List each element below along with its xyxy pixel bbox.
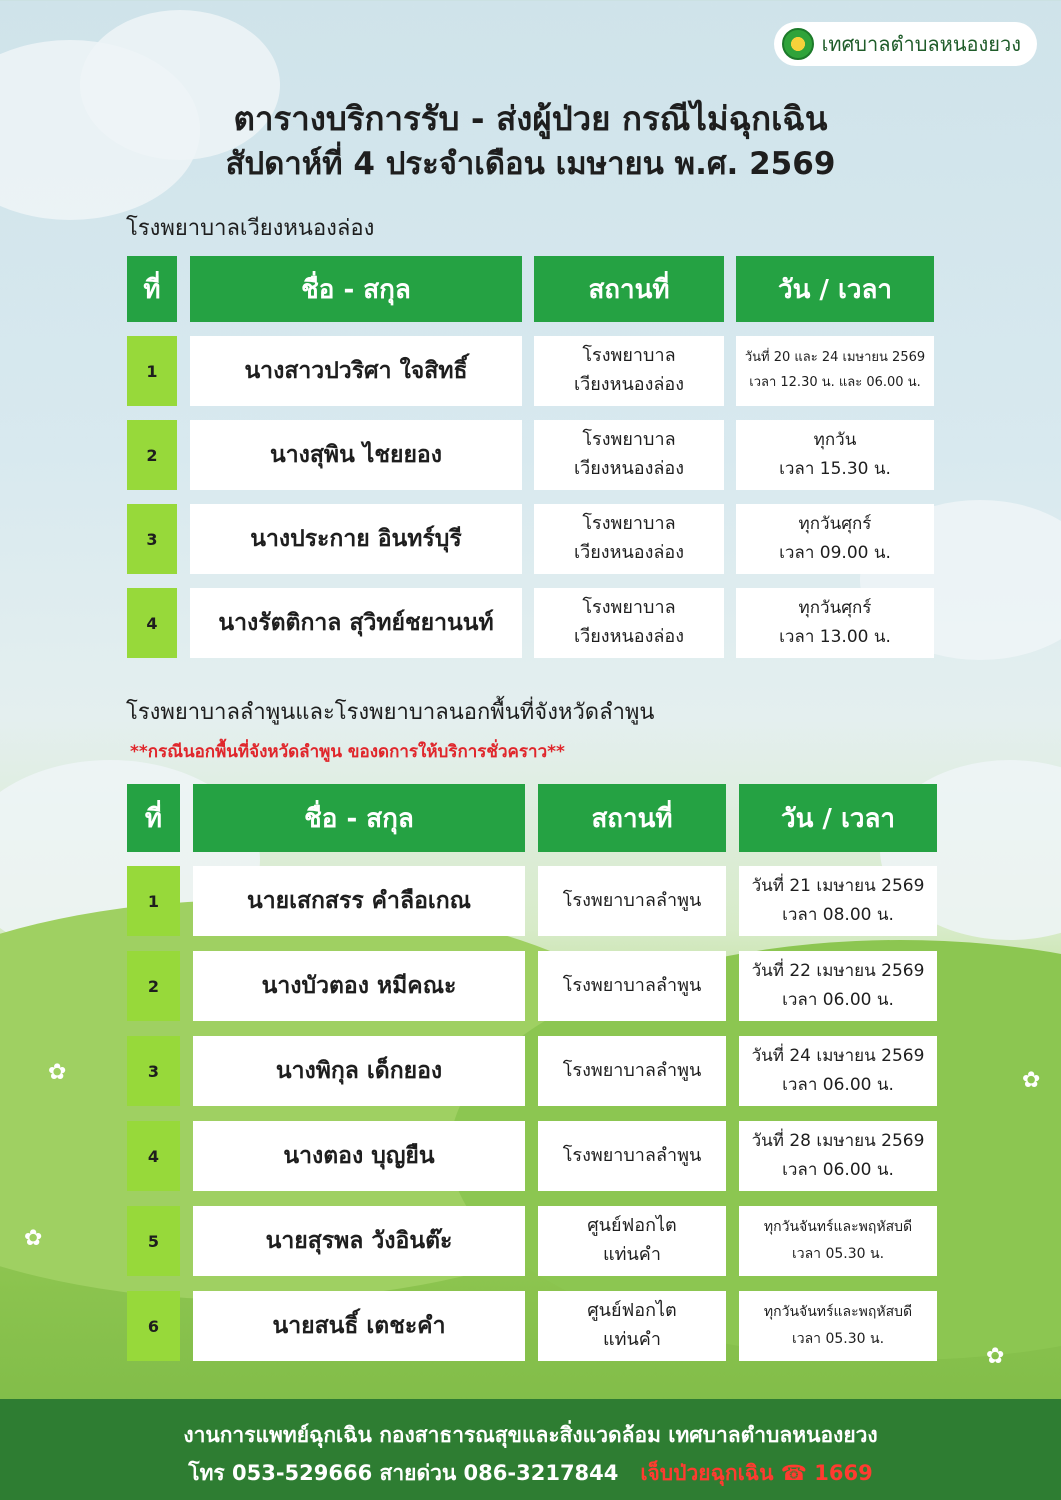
location-line2: เวียงหนองล่อง [574, 626, 684, 647]
patient-name: นางประกาย อินทร์บุรี [190, 504, 522, 574]
location-line2: แท่นคำ [603, 1329, 661, 1350]
schedule [736, 588, 934, 658]
schedule [739, 1121, 937, 1191]
schedule-line2: เวลา 05.30 น. [791, 1331, 885, 1347]
schedule [739, 1206, 937, 1276]
location-line1: ศูนย์ฟอกไต [587, 1300, 677, 1322]
footer [0, 1399, 1061, 1500]
schedule-line2: เวลา 06.00 น. [782, 1160, 894, 1180]
service-notice: **กรณีนอกพื้นที่จังหวัดลำพูน ของดการให้บริการชั่วคราว** [130, 742, 565, 762]
patient-name: นายสุรพล วังอินต๊ะ [193, 1206, 525, 1276]
schedule-line2: เวลา 05.30 น. [791, 1246, 885, 1262]
flower-decoration: ✿ [986, 1344, 1005, 1369]
row-number: 1 [127, 336, 177, 406]
header-name: ชื่อ - สกุล [193, 784, 525, 852]
schedule-line2: เวลา 06.00 น. [782, 1075, 894, 1095]
schedule-line2: เวลา 08.00 น. [782, 905, 894, 925]
page-subtitle: สัปดาห์ที่ 4 ประจำเดือน เมษายน พ.ศ. 2569 [225, 146, 836, 182]
location [534, 420, 724, 490]
row-number: 4 [127, 1121, 180, 1191]
schedule [736, 420, 934, 490]
location-line1: โรงพยาบาล [582, 429, 676, 451]
location [538, 866, 726, 936]
row-number: 3 [127, 1036, 180, 1106]
location-line1: โรงพยาบาลลำพูน [562, 1059, 702, 1081]
footer-phones: โทร 053-529666 สายด่วน 086-3217844 [188, 1461, 619, 1485]
schedule-line1: ทุกวันศุกร์ [798, 514, 872, 535]
phone-icon: ☎ [780, 1461, 807, 1485]
schedule [739, 951, 937, 1021]
schedule-line2: เวลา 15.30 น. [779, 459, 891, 479]
row-number: 5 [127, 1206, 180, 1276]
schedule [739, 1291, 937, 1361]
header-when: วัน / เวลา [736, 256, 934, 322]
schedule-line1: วันที่ 28 เมษายน 2569 [751, 1131, 925, 1152]
section1-title: โรงพยาบาลเวียงหนองล่อง [126, 216, 375, 241]
emergency-number: 1669 [814, 1461, 873, 1485]
header-place: สถานที่ [538, 784, 726, 852]
location-line1: ศูนย์ฟอกไต [587, 1215, 677, 1237]
section2-title: โรงพยาบาลลำพูนและโรงพยาบาลนอกพื้นที่จังหวัดลำพูน [126, 700, 655, 725]
patient-name: นางตอง บุญยืน [193, 1121, 525, 1191]
row-number: 3 [127, 504, 177, 574]
location-line2: เวียงหนองล่อง [574, 542, 684, 563]
org-name: เทศบาลตำบลหนองยวง [821, 32, 1021, 56]
schedule-line2: เวลา 12.30 น. และ 06.00 น. [749, 375, 921, 390]
location-line2: เวียงหนองล่อง [574, 374, 684, 395]
location [534, 504, 724, 574]
page-title: ตารางบริการรับ - ส่งผู้ป่วย กรณีไม่ฉุกเฉิน [233, 99, 828, 138]
row-number: 2 [127, 951, 180, 1021]
org-badge [774, 22, 1037, 66]
location [534, 588, 724, 658]
header-no: ที่ [127, 784, 180, 852]
patient-name: นางบัวตอง หมีคณะ [193, 951, 525, 1021]
location-line2: แท่นคำ [603, 1244, 661, 1265]
location [538, 1036, 726, 1106]
location [538, 1206, 726, 1276]
footer-department: งานการแพทย์ฉุกเฉิน กองสาธารณสุขและสิ่งแวดล้อม เทศบาลตำบลหนองยวง [183, 1423, 878, 1447]
emergency-label: เจ็บป่วยฉุกเฉิน [640, 1461, 774, 1485]
municipality-seal-icon [782, 28, 814, 60]
schedule-line1: วันที่ 21 เมษายน 2569 [751, 876, 925, 897]
patient-name: นางสุพิน ไชยยอง [190, 420, 522, 490]
row-number: 4 [127, 588, 177, 658]
flower-decoration: ✿ [24, 1226, 43, 1251]
header-no: ที่ [127, 256, 177, 322]
patient-name: นายสนธิ์ เตชะคำ [193, 1291, 525, 1361]
schedule-line1: วันที่ 22 เมษายน 2569 [751, 961, 925, 982]
flower-decoration: ✿ [1022, 1068, 1041, 1093]
schedule-line2: เวลา 06.00 น. [782, 990, 894, 1010]
schedule [739, 866, 937, 936]
location [538, 951, 726, 1021]
location-line1: โรงพยาบาลลำพูน [562, 889, 702, 911]
schedule-line1: ทุกวัน [813, 430, 857, 451]
location-line2: เวียงหนองล่อง [574, 458, 684, 479]
schedule [739, 1036, 937, 1106]
location-line1: โรงพยาบาล [582, 597, 676, 619]
schedule-line2: เวลา 09.00 น. [779, 543, 891, 563]
location-line1: โรงพยาบาลลำพูน [562, 1144, 702, 1166]
schedule [736, 504, 934, 574]
header-when: วัน / เวลา [739, 784, 937, 852]
schedule-line1: ทุกวันจันทร์และพฤหัสบดี [763, 1219, 913, 1236]
location-line1: โรงพยาบาล [582, 513, 676, 535]
row-number: 1 [127, 866, 180, 936]
location [538, 1121, 726, 1191]
location [538, 1291, 726, 1361]
schedule-line1: ทุกวันจันทร์และพฤหัสบดี [763, 1304, 913, 1321]
header-name: ชื่อ - สกุล [190, 256, 522, 322]
location [534, 336, 724, 406]
footer-contact [0, 1457, 1061, 1490]
location-line1: โรงพยาบาล [582, 345, 676, 367]
schedule [736, 336, 934, 406]
schedule-line1: วันที่ 20 และ 24 เมษายน 2569 [744, 350, 926, 366]
patient-name: นางสาวปวริศา ใจสิทธิ์ [190, 336, 522, 406]
schedule-line1: ทุกวันศุกร์ [798, 598, 872, 619]
patient-name: นายเสกสรร คำลือเกณ [193, 866, 525, 936]
schedule-line2: เวลา 13.00 น. [779, 627, 891, 647]
row-number: 6 [127, 1291, 180, 1361]
flower-decoration: ✿ [48, 1060, 67, 1085]
location-line1: โรงพยาบาลลำพูน [562, 974, 702, 996]
patient-name: นางรัตติกาล สุวิทย์ชยานนท์ [190, 588, 522, 658]
header-place: สถานที่ [534, 256, 724, 322]
schedule-line1: วันที่ 24 เมษายน 2569 [751, 1046, 925, 1067]
row-number: 2 [127, 420, 177, 490]
patient-name: นางพิกุล เด็กยอง [193, 1036, 525, 1106]
